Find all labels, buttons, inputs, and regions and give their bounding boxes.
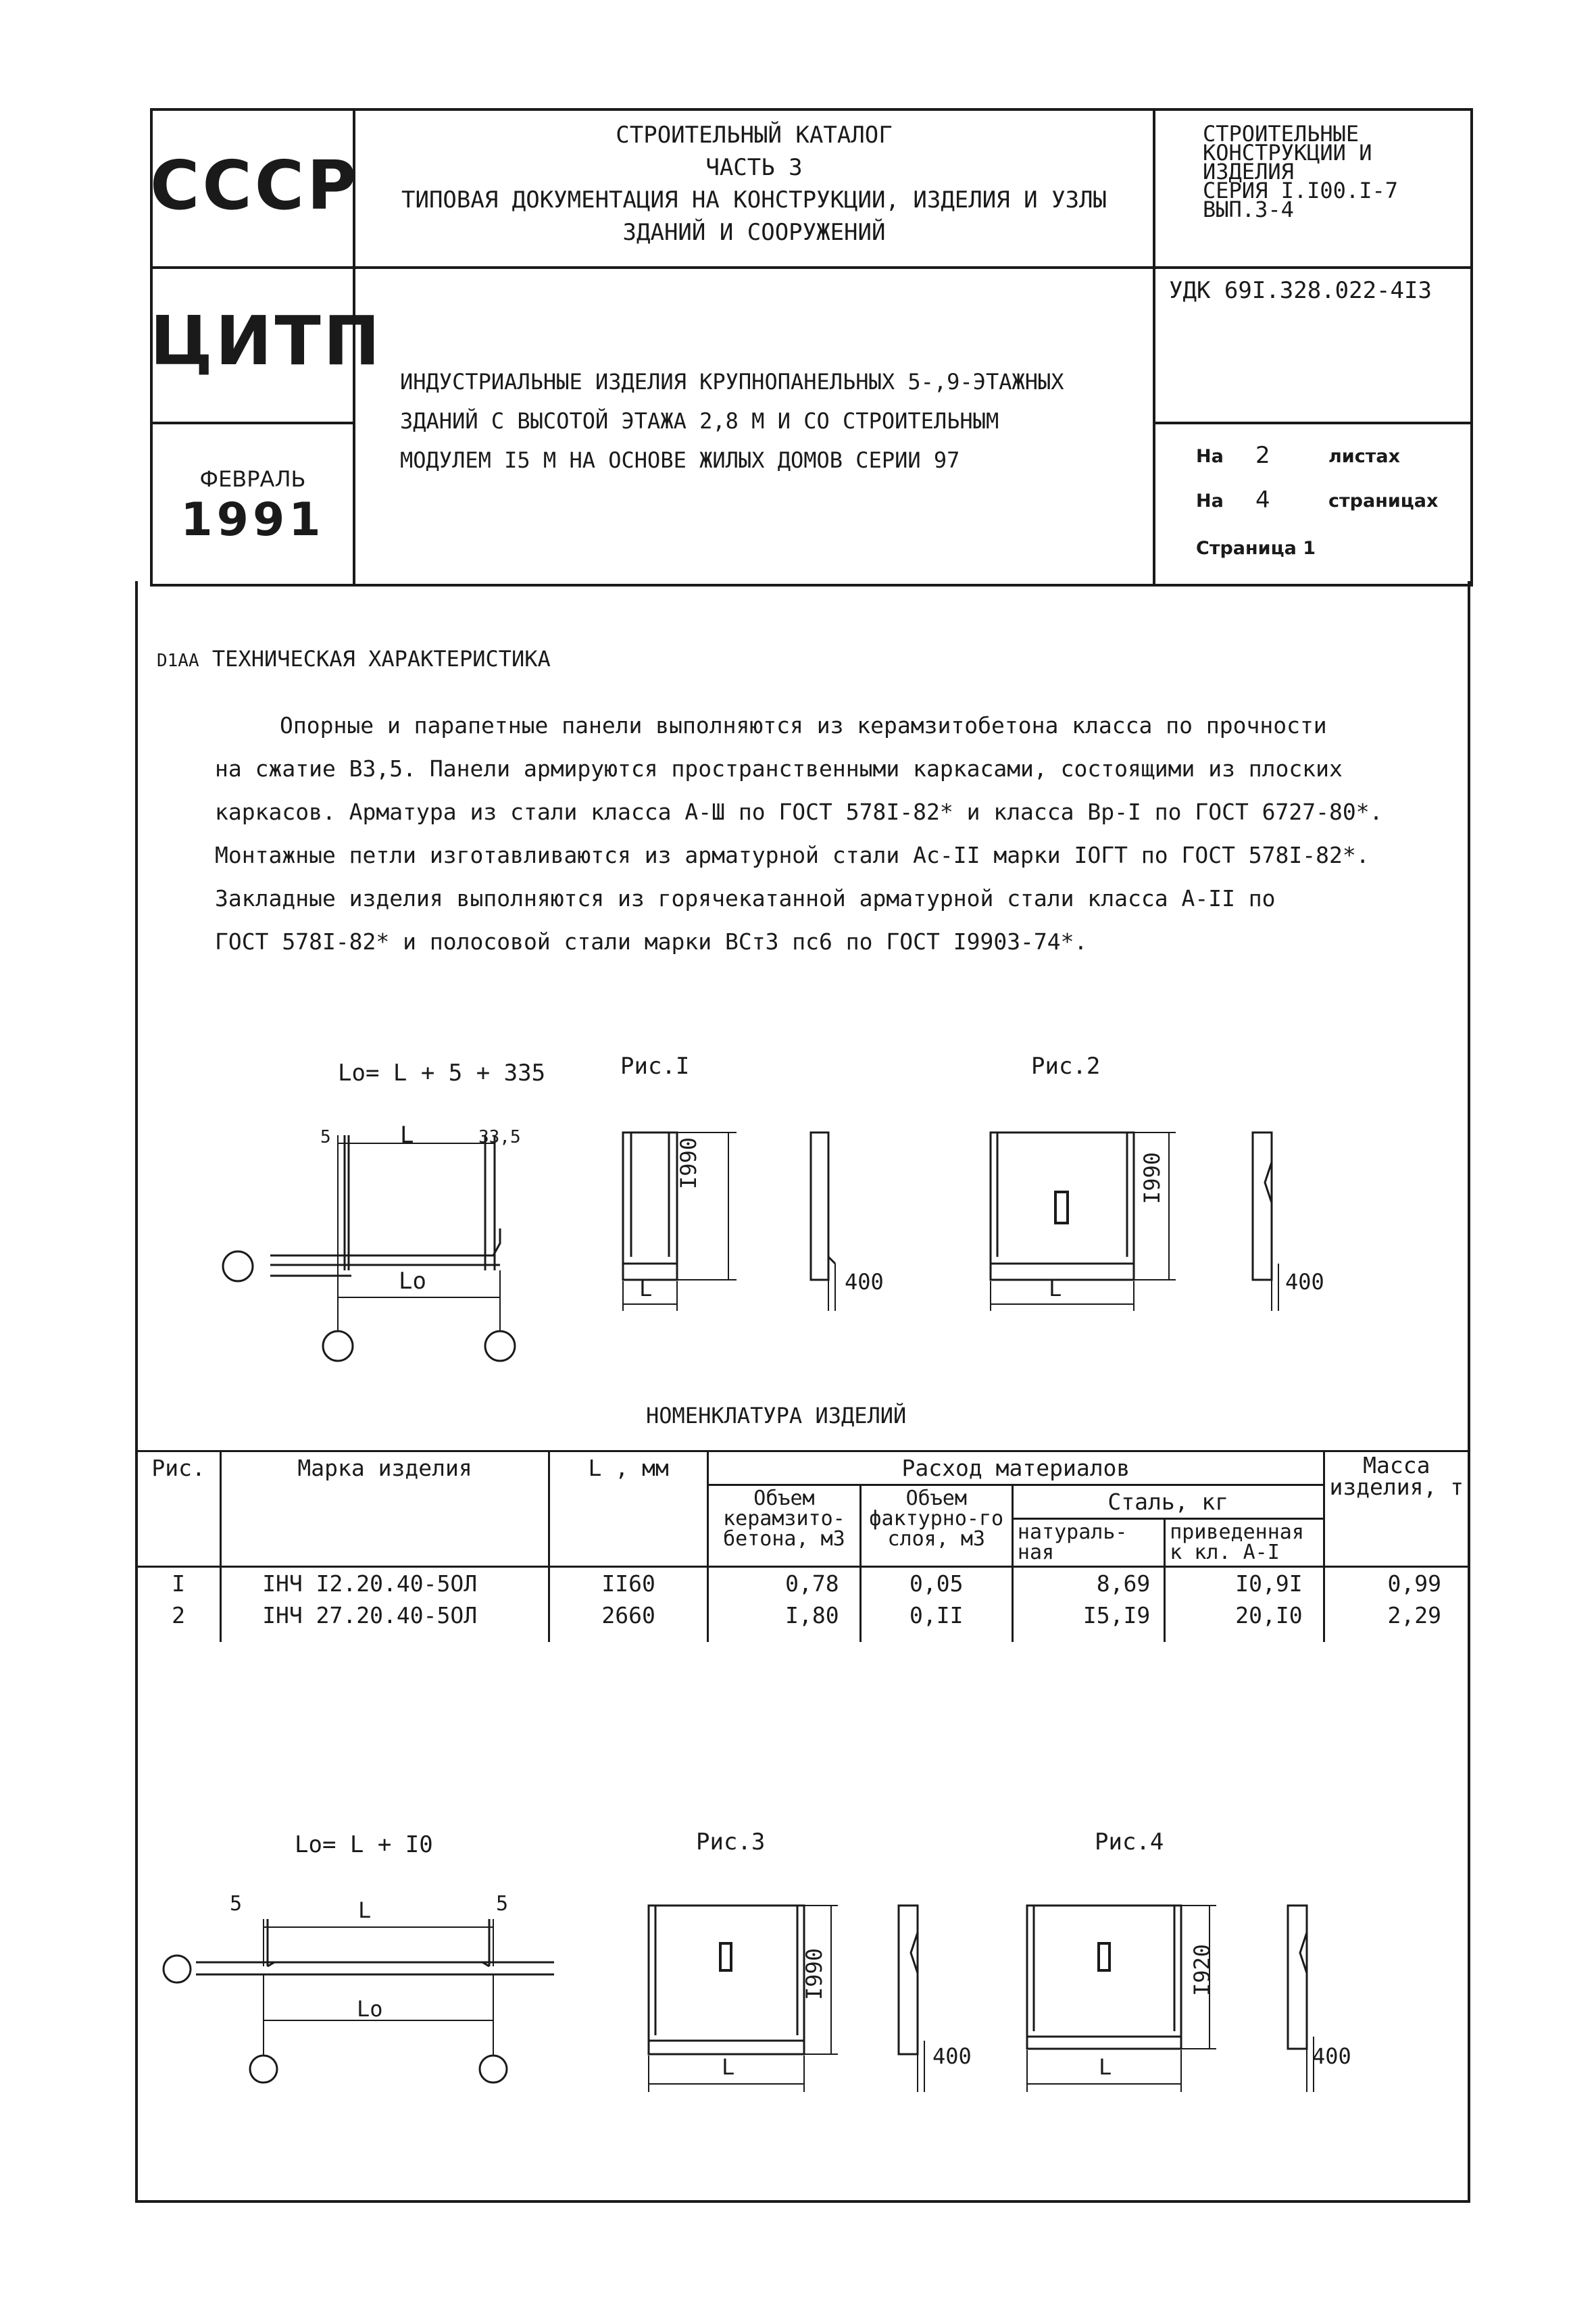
th-nat: натураль-ная — [1012, 1519, 1164, 1567]
title-line: ЗДАНИЙ С ВЫСОТОЙ ЭТАЖА 2,8 М И СО СТРОИТЕЛЬНЫМ — [400, 408, 999, 434]
document-title — [400, 362, 1064, 480]
fig4-thick-label: 400 — [1312, 2043, 1351, 2069]
section-code: D1AA — [157, 651, 199, 671]
body-line: Монтажные петли изготавливаются из арматурной стали Ас-II марки IОГТ по ГОСТ 578I-82*. — [215, 842, 1370, 868]
catalog-line: ЗДАНИЙ И СООРУЖЕНИЙ — [622, 219, 886, 246]
header-row-line-1 — [150, 266, 1470, 269]
table-header-row — [136, 1451, 1470, 1485]
sheets-prefix: На — [1196, 446, 1224, 467]
cell-vol1: 0,78 — [708, 1567, 860, 1600]
fig1-caption: Рис.I — [620, 1053, 690, 1080]
fig4-front-view — [1027, 1906, 1216, 2092]
body-line: Опорные и парапетные панели выполняются из керамзитобетона класса по прочности — [280, 712, 1327, 739]
joint-detail-top — [223, 1135, 515, 1361]
section-heading — [157, 646, 551, 672]
issue-year: 1991 — [180, 493, 325, 547]
fig2-side-view — [1253, 1132, 1278, 1311]
pages-prefix: На — [1196, 491, 1224, 512]
cell-nat: 8,69 — [1012, 1567, 1164, 1600]
catalog-line: ТИПОВАЯ ДОКУМЕНТАЦИЯ НА КОНСТРУКЦИИ, ИЗДЕЛИЯ И УЗЛЫ — [401, 186, 1107, 214]
series-line: КОНСТРУКЦИИ И — [1203, 140, 1372, 166]
sheets-info — [1196, 442, 1466, 559]
top-formula: Lo= L + 5 + 335 — [338, 1060, 546, 1087]
top-dim-left: 5 — [320, 1127, 331, 1147]
fig1-side-view — [811, 1132, 835, 1311]
page-border-right — [1468, 581, 1470, 2203]
udk-code: УДК 69I.328.022-4I3 — [1169, 277, 1432, 304]
section-body — [215, 704, 1431, 964]
cell-mark: IНЧ I2.20.40-5ОЛ — [221, 1567, 549, 1600]
nomenclature-table — [135, 1450, 1470, 1642]
cell-red: 20,I0 — [1165, 1599, 1324, 1642]
fig1-len-label: L — [639, 1276, 653, 1301]
org-center: ЦИТП — [150, 301, 383, 380]
sheets-count: 2 — [1255, 442, 1270, 469]
cell-vol1: I,80 — [708, 1599, 860, 1642]
fig4-side-view — [1288, 1906, 1314, 2092]
fig3-caption: Рис.3 — [696, 1828, 766, 1856]
body-line: каркасов. Арматура из стали класса А-Ш по ГОСТ 578I-82* и класса Вр-I по ГОСТ 6727-80*. — [215, 799, 1383, 825]
series-line: ИЗДЕЛИЯ — [1203, 159, 1294, 184]
bottom-figures-drawing — [162, 1878, 1351, 2108]
page-label: Страница 1 — [1196, 538, 1316, 559]
title-line: МОДУЛЕМ I5 М НА ОСНОВЕ ЖИЛЫХ ДОМОВ СЕРИИ 97 — [400, 447, 960, 473]
fig4-caption: Рис.4 — [1095, 1828, 1164, 1856]
cell-mass: 2,29 — [1324, 1599, 1469, 1642]
th-steel: Сталь, кг — [1012, 1485, 1324, 1519]
catalog-block — [355, 119, 1153, 249]
fig1-height-label: I990 — [676, 1137, 701, 1189]
fig3-height-label: I990 — [801, 1947, 827, 2000]
header-divider-right — [1153, 108, 1155, 584]
cell-mark: IНЧ 27.20.40-5ОЛ — [221, 1599, 549, 1642]
top-dim-right: 33,5 — [478, 1127, 521, 1147]
series-block — [1203, 121, 1460, 222]
th-mass: Масса изделия, т — [1324, 1451, 1469, 1567]
table-row — [136, 1567, 1470, 1600]
body-line: ГОСТ 578I-82* и полосовой стали марки ВСт3 пс6 по ГОСТ I9903-74*. — [215, 928, 1088, 955]
section-title: ТЕХНИЧЕСКАЯ ХАРАКТЕРИСТИКА — [211, 646, 551, 672]
fig2-caption: Рис.2 — [1031, 1053, 1101, 1080]
th-red: приведенная к кл. А-I — [1165, 1519, 1324, 1567]
table-title: НОМЕНКЛАТУРА ИЗДЕЛИЙ — [646, 1403, 907, 1428]
top-dim-l: L — [400, 1122, 414, 1149]
fig3-len-label: L — [722, 2054, 735, 2080]
series-line: ВЫП.3-4 — [1203, 197, 1294, 222]
page-border-bottom — [135, 2200, 1470, 2203]
fig3-side-view — [899, 1906, 924, 2092]
fig3-thick-label: 400 — [932, 2043, 972, 2069]
cell-vol2: 0,05 — [860, 1567, 1012, 1600]
pages-word: страницах — [1328, 491, 1439, 512]
series-line: СЕРИЯ I.I00.I-7 — [1203, 178, 1398, 203]
top-figures-drawing — [203, 1108, 1351, 1378]
catalog-line: СТРОИТЕЛЬНЫЙ КАТАЛОГ — [616, 122, 893, 149]
table-row — [136, 1599, 1470, 1642]
cell-len: 2660 — [549, 1599, 707, 1642]
body-line: на сжатие В3,5. Панели армируются пространственными каркасами, состоящими из плоских — [215, 755, 1343, 782]
th-mark: Марка изделия — [221, 1451, 549, 1567]
fig4-len-label: L — [1099, 2054, 1112, 2080]
org-country: СССР — [150, 146, 359, 225]
title-line: ИНДУСТРИАЛЬНЫЕ ИЗДЕЛИЯ КРУПНОПАНЕЛЬНЫХ 5-,9-ЭТАЖНЫХ — [400, 369, 1064, 395]
fig1-thick-label: 400 — [845, 1269, 884, 1295]
body-line: Закладные изделия выполняются из горячекатанной арматурной стали класса А-II по — [215, 885, 1276, 912]
th-len: L , мм — [549, 1451, 707, 1567]
issue-month: ФЕВРАЛЬ — [199, 466, 306, 492]
pages-count: 4 — [1255, 487, 1270, 514]
header-row-line-left — [150, 422, 355, 424]
bottom-dim-left: 5 — [230, 1892, 243, 1916]
cell-red: I0,9I — [1165, 1567, 1324, 1600]
bottom-dim-l: L — [358, 1897, 372, 1923]
cell-vol2: 0,II — [860, 1599, 1012, 1642]
cell-fig: I — [136, 1567, 221, 1600]
bottom-dim-right: 5 — [496, 1892, 509, 1916]
cell-mass: 0,99 — [1324, 1567, 1469, 1600]
catalog-line: ЧАСТЬ 3 — [705, 154, 803, 181]
th-materials: Расход материалов — [708, 1451, 1324, 1485]
fig2-height-label: I990 — [1139, 1151, 1165, 1204]
cell-len: II60 — [549, 1567, 707, 1600]
fig2-thick-label: 400 — [1285, 1269, 1324, 1295]
series-line: СТРОИТЕЛЬНЫЕ — [1203, 121, 1360, 147]
header-row-line-right — [1153, 422, 1470, 424]
cell-fig: 2 — [136, 1599, 221, 1642]
th-vol2: Объем фактурно-го слоя, м3 — [860, 1485, 1012, 1567]
th-vol1: Объем керамзито-бетона, м3 — [708, 1485, 860, 1567]
top-dim-lo: Lo — [399, 1268, 426, 1295]
cell-nat: I5,I9 — [1012, 1599, 1164, 1642]
bottom-dim-lo: Lo — [357, 1996, 383, 2022]
fig4-height-label: I920 — [1189, 1943, 1215, 1996]
th-fig: Рис. — [136, 1451, 221, 1567]
page-border-left — [135, 581, 138, 2203]
sheets-word: листах — [1328, 446, 1400, 467]
fig2-len-label: L — [1049, 1276, 1062, 1301]
bottom-formula: Lo= L + I0 — [295, 1831, 433, 1858]
